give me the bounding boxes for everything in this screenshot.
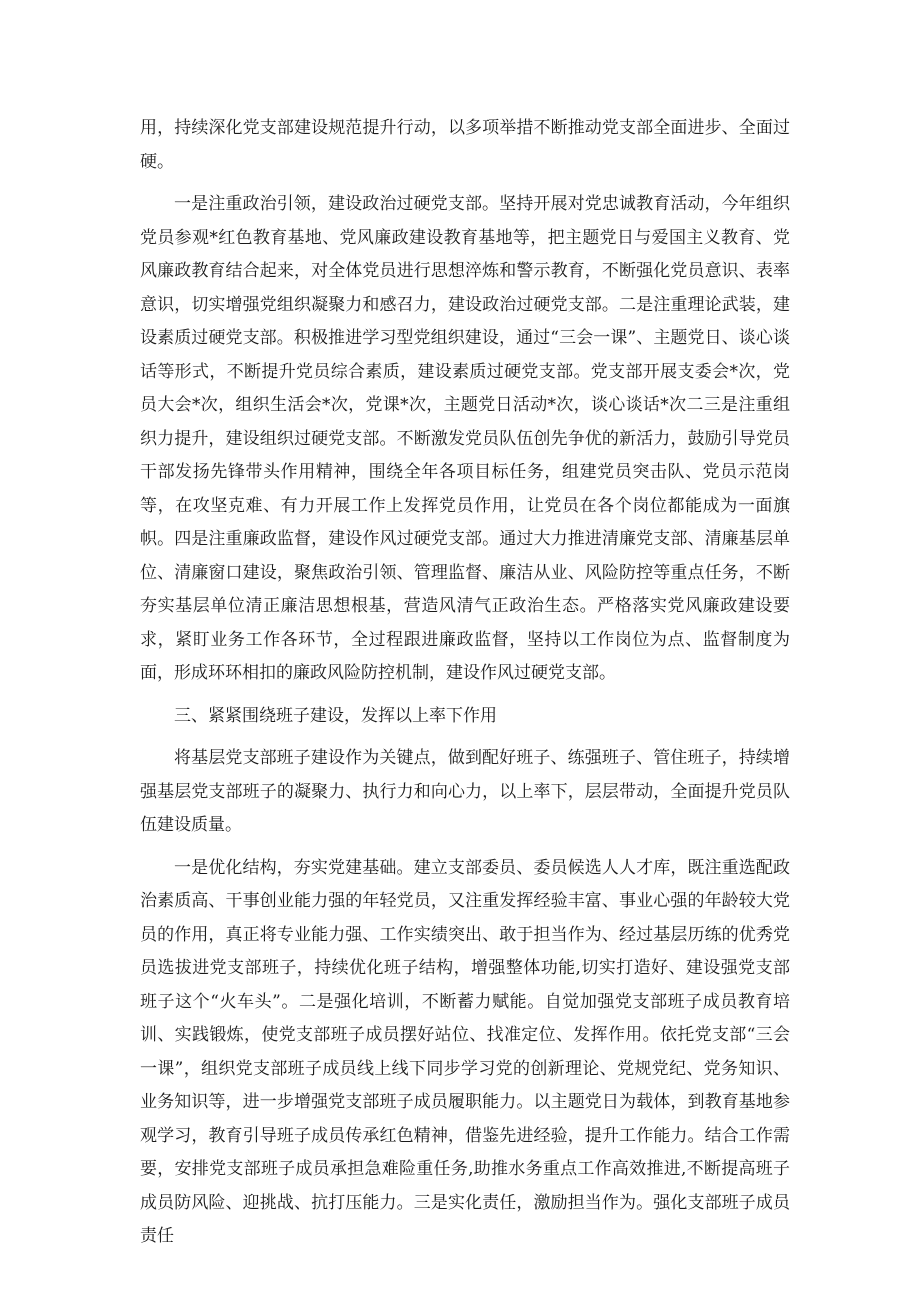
paragraph-structure-optimization: 一是优化结构，夯实党建基础。建立支部委员、委员候选人人才库，既注重选配政治素质高、干事创业能力强的年轻党员，又注重发挥经验丰富、事业心强的年龄较大党员的作用，真正将专业能力强、工作实绩突出、敢于担当作为、经过基层历练的优秀党员选拔进党支部班子，持续优化班子结构，增强整体功能,切实打造好、建设强党支部班子这个“火车头”。二是强化培训，不断蓄力赋能。自觉加强党支部班子成员教育培训、实践锻炼，使党支部班子成员摆好站位、找准定位、发挥作用。依托党支部“三会一课”，组织党支部班子成员线上线下同步学习党的创新理论、党规党纪、党务知识、业务知识等，进一步增强党支部班子成员履职能力。以主题党日为载体，到教育基地参观学习，教育引导班子成员传承红色精神，借鉴先进经验，提升工作能力。结合工作需要，安排党支部班子成员承担急难险重任务,助推水务重点工作高效推进,不断提高班子成员防风险、迎挑战、抗打压能力。三是实化责任，激励担当作为。强化支部班子成员责任	[140, 857, 790, 1246]
document-body	[140, 112, 790, 1263]
paragraph-team-building-intro: 将基层党支部班子建设作为关键点，做到配好班子、练强班子、管住班子，持续增强基层党支部班子的凝聚力、执行力和向心力，以上率下，层层带动，全面提升党员队伍建设质量。	[140, 748, 790, 835]
paragraph-continuation: 用，持续深化党支部建设规范提升行动，以多项举措不断推动党支部全面进步、全面过硬。	[140, 118, 790, 172]
section-heading-team-building: 三、紧紧围绕班子建设，发挥以上率下作用	[174, 705, 497, 726]
paragraph-political-leadership: 一是注重政治引领，建设政治过硬党支部。坚持开展对党忠诚教育活动，今年组织党员参观*红色教育基地、党风廉政建设教育基地等，把主题党日与爱国主义教育、党风廉政教育结合起来，对全体党员进行思想淬炼和警示教育，不断强化党员意识、表率意识，切实增强党组织凝聚力和感召力，建设政治过硬党支部。二是注重理论武装，建设素质过硬党支部。积极推进学习型党组织建设，通过“三会一课”、主题党日、谈心谈话等形式，不断提升党员综合素质，建设素质过硬党支部。党支部开展支委会*次，党员大会*次，组织生活会*次，党课*次，主题党日活动*次，谈心谈话*次二三是注重组织力提升，建设组织过硬党支部。不断激发党员队伍创先争优的新活力，鼓励引导党员干部发扬先锋带头作用精神，围绕全年各项目标任务，组建党员突击队、党员示范岗等，在攻坚克难、有力开展工作上发挥党员作用，让党员在各个岗位都能成为一面旗帜。四是注重廉政监督，建设作风过硬党支部。通过大力推进清廉党支部、清廉基层单位、清廉窗口建设，聚焦政治引领、管理监督、廉洁从业、风险防控等重点任务，不断夯实基层单位清正廉洁思想根基，营造风清气正政治生态。严格落实党风廉政建设要求，紧盯业务工作各环节，全过程跟进廉政监督，坚持以工作岗位为点、监督制度为面，形成环环相扣的廉政风险防控机制，建设作风过硬党支部。	[140, 194, 790, 683]
